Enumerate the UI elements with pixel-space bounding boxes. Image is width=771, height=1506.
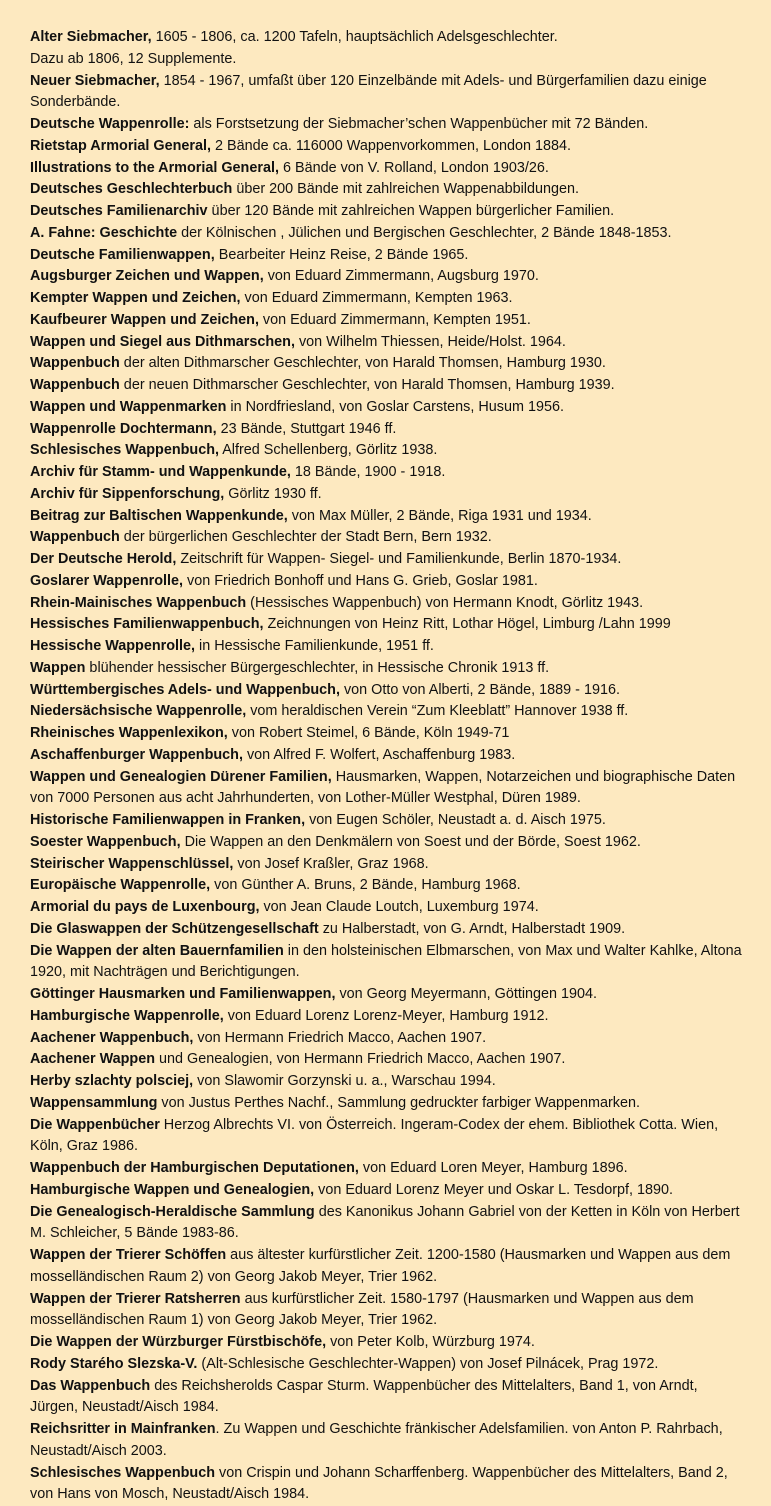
entry-title: Rietstap Armorial General, — [30, 138, 211, 154]
bibliography-entry — [30, 310, 747, 332]
entry-title: Hamburgische Wappenrolle, — [30, 1008, 224, 1024]
entry-title: Hessisches Familienwappenbuch, — [30, 616, 264, 632]
entry-details: (Hessisches Wappenbuch) von Hermann Knodt, Görlitz 1943. — [246, 595, 643, 611]
bibliography-entry — [30, 549, 747, 571]
entry-details: von Justus Perthes Nachf., Sammlung gedruckter farbiger Wappenmarken. — [157, 1095, 640, 1111]
bibliography-entry — [30, 1463, 747, 1506]
entry-details: Bearbeiter Heinz Reise, 2 Bände 1965. — [215, 247, 469, 263]
entry-title: Alter Siebmacher, — [30, 29, 152, 45]
bibliography-entry — [30, 1049, 747, 1071]
bibliography-entry — [30, 1093, 747, 1115]
entry-title: Archiv für Sippenforschung, — [30, 486, 224, 502]
entry-details: von Crispin und Johann Scharffenberg. Wappenbücher des Mittelalters, Band 2, von Hans von Mosch, Neustadt/Aisch 1984. — [30, 1465, 728, 1503]
bibliography-entry — [30, 897, 747, 919]
entry-details: von Josef Kraßler, Graz 1968. — [233, 856, 428, 872]
entry-title: Das Wappenbuch — [30, 1378, 150, 1394]
entry-details: von Eduard Zimmermann, Augsburg 1970. — [264, 268, 539, 284]
bibliography-entry — [30, 1202, 747, 1246]
entry-title: Deutsche Wappenrolle: — [30, 116, 189, 132]
entry-details: von Günther A. Bruns, 2 Bände, Hamburg 1968. — [210, 877, 520, 893]
entry-details: der neuen Dithmarscher Geschlechter, von Harald Thomsen, Hamburg 1939. — [120, 377, 615, 393]
entry-title: Reichsritter in Mainfranken — [30, 1421, 216, 1437]
entry-title: Wappen und Wappenmarken — [30, 399, 226, 415]
entry-details: Alfred Schellenberg, Görlitz 1938. — [219, 442, 437, 458]
entry-details: von Wilhelm Thiessen, Heide/Holst. 1964. — [295, 334, 566, 350]
entry-title: Wappensammlung — [30, 1095, 157, 1111]
bibliography-entry — [30, 810, 747, 832]
bibliography-entry — [30, 636, 747, 658]
entry-title: Wappenbuch — [30, 377, 120, 393]
entry-title: Illustrations to the Armorial General, — [30, 160, 279, 176]
entry-details: von Otto von Alberti, 2 Bände, 1889 - 1916. — [340, 682, 620, 698]
entry-details: Görlitz 1930 ff. — [224, 486, 321, 502]
entry-title: Archiv für Stamm- und Wappenkunde, — [30, 464, 291, 480]
entry-title: Göttinger Hausmarken und Familienwappen, — [30, 986, 335, 1002]
entry-title: Neuer Siebmacher, — [30, 73, 160, 89]
entry-title: Steirischer Wappenschlüssel, — [30, 856, 233, 872]
bibliography-entry — [30, 288, 747, 310]
entry-title: Die Wappenbücher — [30, 1117, 160, 1133]
entry-details: aus ältester kurfürstlicher Zeit. 1200-1580 (Hausmarken und Wappen aus dem mosselländischen Raum 2) von Georg Jakob Meyer, Trier 1962. — [30, 1247, 730, 1285]
entry-title: Wappenbuch der Hamburgischen Deputationen, — [30, 1160, 359, 1176]
entry-details: 2 Bände ca. 116000 Wappenvorkommen, London 1884. — [211, 138, 571, 154]
entry-details: über 200 Bände mit zahlreichen Wappenabbildungen. — [232, 181, 579, 197]
entry-title: Deutsches Familienarchiv — [30, 203, 208, 219]
entry-title: Schlesisches Wappenbuch — [30, 1465, 215, 1481]
bibliography-entry — [30, 745, 747, 767]
entry-details: von Eduard Zimmermann, Kempten 1951. — [259, 312, 531, 328]
entry-title: Die Glaswappen der Schützengesellschaft — [30, 921, 319, 937]
bibliography-entry — [30, 701, 747, 723]
bibliography-entry — [30, 919, 747, 941]
bibliography-entry — [30, 1354, 747, 1376]
entry-title: Niedersächsische Wappenrolle, — [30, 703, 246, 719]
bibliography-entry — [30, 875, 747, 897]
bibliography-entry — [30, 397, 747, 419]
bibliography-entry — [30, 179, 747, 201]
entry-title: Europäische Wappenrolle, — [30, 877, 210, 893]
entry-details: 18 Bände, 1900 - 1918. — [291, 464, 445, 480]
bibliography-entry — [30, 614, 747, 636]
entry-title: Beitrag zur Baltischen Wappenkunde, — [30, 508, 288, 524]
entry-details: Herzog Albrechts VI. von Österreich. Ingeram-Codex der ehem. Bibliothek Cotta. Wien, Köln, Graz 1986. — [30, 1117, 718, 1155]
entry-title: Wappen und Siegel aus Dithmarschen, — [30, 334, 295, 350]
entry-details: vom heraldischen Verein “Zum Kleeblatt” Hannover 1938 ff. — [246, 703, 628, 719]
entry-title: Die Wappen der alten Bauernfamilien — [30, 943, 284, 959]
entry-details: (Alt-Schlesische Geschlechter-Wappen) von Josef Pilnácek, Prag 1972. — [197, 1356, 658, 1372]
bibliography-entry — [30, 353, 747, 375]
entry-title: Kaufbeurer Wappen und Zeichen, — [30, 312, 259, 328]
bibliography-entry — [30, 854, 747, 876]
bibliography-entry — [30, 1006, 747, 1028]
entry-details: des Kanonikus Johann Gabriel von der Ketten in Köln von Herbert M. Schleicher, 5 Bände 1983-86. — [30, 1204, 740, 1242]
entry-title: Rheinisches Wappenlexikon, — [30, 725, 228, 741]
bibliography-entry — [30, 832, 747, 854]
bibliography-entry — [30, 1071, 747, 1093]
entry-details: 23 Bände, Stuttgart 1946 ff. — [217, 421, 397, 437]
entry-details: in Hessische Familienkunde, 1951 ff. — [195, 638, 434, 654]
entry-details: Dazu ab 1806, 12 Supplemente. — [30, 51, 236, 67]
entry-title: Wappen der Trierer Schöffen — [30, 1247, 226, 1263]
bibliography-entry — [30, 593, 747, 615]
entry-details: Zeitschrift für Wappen- Siegel- und Familienkunde, Berlin 1870-1934. — [176, 551, 621, 567]
entry-details: von Max Müller, 2 Bände, Riga 1931 und 1934. — [288, 508, 592, 524]
entry-details: des Reichsherolds Caspar Sturm. Wappenbücher des Mittelalters, Band 1, von Arndt, Jürgen, Neustadt/Aisch 1984. — [30, 1378, 698, 1416]
entry-details: von Friedrich Bonhoff und Hans G. Grieb, Goslar 1981. — [183, 573, 538, 589]
entry-title: Wappenrolle Dochtermann, — [30, 421, 217, 437]
entry-title: Wappenbuch — [30, 529, 120, 545]
bibliography-entry — [30, 332, 747, 354]
entry-title: Augsburger Zeichen und Wappen, — [30, 268, 264, 284]
bibliography-entry — [30, 984, 747, 1006]
bibliography-entry — [30, 136, 747, 158]
bibliography-entry — [30, 1419, 747, 1463]
entry-details: als Forstsetzung der Siebmacher’schen Wappenbücher mit 72 Bänden. — [189, 116, 648, 132]
entry-details: von Hermann Friedrich Macco, Aachen 1907. — [193, 1030, 486, 1046]
bibliography-entry — [30, 506, 747, 528]
bibliography-entry — [30, 941, 747, 985]
entry-details: von Jean Claude Loutch, Luxemburg 1974. — [259, 899, 538, 915]
entry-details: von Slawomir Gorzynski u. a., Warschau 1994. — [193, 1073, 496, 1089]
entry-details: aus kurfürstlicher Zeit. 1580-1797 (Hausmarken und Wappen aus dem mosselländischen Raum 1) von Georg Jakob Meyer, Trier 1962. — [30, 1291, 694, 1329]
entry-details: der alten Dithmarscher Geschlechter, von Harald Thomsen, Hamburg 1930. — [120, 355, 606, 371]
entry-title: Goslarer Wappenrolle, — [30, 573, 183, 589]
entry-title: Hessische Wappenrolle, — [30, 638, 195, 654]
bibliography-entry — [30, 658, 747, 680]
bibliography-entry — [30, 71, 747, 115]
entry-details: 1605 - 1806, ca. 1200 Tafeln, hauptsächlich Adelsgeschlechter. — [152, 29, 558, 45]
entry-details: von Eduard Lorenz Meyer und Oskar L. Tesdorpf, 1890. — [314, 1182, 673, 1198]
bibliography-entry — [30, 158, 747, 180]
bibliography-entry — [30, 462, 747, 484]
entry-title: Rody Starého Slezska-V. — [30, 1356, 197, 1372]
bibliography-entry — [30, 527, 747, 549]
bibliography-entry — [30, 114, 747, 136]
entry-title: Hamburgische Wappen und Genealogien, — [30, 1182, 314, 1198]
entry-title: Wappen der Trierer Ratsherren — [30, 1291, 241, 1307]
entry-details: von Eduard Loren Meyer, Hamburg 1896. — [359, 1160, 628, 1176]
bibliography-entry — [30, 1158, 747, 1180]
entry-details: Zeichnungen von Heinz Ritt, Lothar Högel, Limburg /Lahn 1999 — [264, 616, 671, 632]
bibliography-entry — [30, 484, 747, 506]
entry-details: von Alfred F. Wolfert, Aschaffenburg 1983. — [243, 747, 515, 763]
entry-title: Aachener Wappen — [30, 1051, 155, 1067]
entry-details: und Genealogien, von Hermann Friedrich Macco, Aachen 1907. — [155, 1051, 565, 1067]
entry-details: von Peter Kolb, Würzburg 1974. — [326, 1334, 535, 1350]
entry-title: Wappenbuch — [30, 355, 120, 371]
bibliography-entry — [30, 1115, 747, 1159]
entry-details: der Kölnischen , Jülichen und Bergischen Geschlechter, 2 Bände 1848-1853. — [177, 225, 671, 241]
entry-title: Armorial du pays de Luxenbourg, — [30, 899, 259, 915]
bibliography-entry — [30, 49, 747, 71]
entry-details: zu Halberstadt, von G. Arndt, Halberstadt 1909. — [319, 921, 625, 937]
bibliography-entry — [30, 571, 747, 593]
bibliography-entry — [30, 201, 747, 223]
entry-details: 6 Bände von V. Rolland, London 1903/26. — [279, 160, 549, 176]
entry-details: Die Wappen an den Denkmälern von Soest und der Börde, Soest 1962. — [181, 834, 641, 850]
bibliography-entry — [30, 266, 747, 288]
entry-title: Rhein-Mainisches Wappenbuch — [30, 595, 246, 611]
entry-title: Die Genealogisch-Heraldische Sammlung — [30, 1204, 315, 1220]
entry-details: von Eduard Zimmermann, Kempten 1963. — [241, 290, 513, 306]
bibliography-list — [30, 27, 747, 1506]
entry-title: Schlesisches Wappenbuch, — [30, 442, 219, 458]
entry-title: A. Fahne: Geschichte — [30, 225, 177, 241]
entry-details: von Eduard Lorenz Lorenz-Meyer, Hamburg 1912. — [224, 1008, 549, 1024]
entry-details: 1854 - 1967, umfaßt über 120 Einzelbände mit Adels- und Bürgerfamilien dazu einige Sonderbände. — [30, 73, 707, 111]
bibliography-entry — [30, 223, 747, 245]
entry-title: Wappen — [30, 660, 85, 676]
bibliography-entry — [30, 1332, 747, 1354]
entry-title: Soester Wappenbuch, — [30, 834, 181, 850]
entry-details: über 120 Bände mit zahlreichen Wappen bürgerlicher Familien. — [208, 203, 615, 219]
bibliography-entry — [30, 767, 747, 811]
entry-title: Württembergisches Adels- und Wappenbuch, — [30, 682, 340, 698]
entry-title: Herby szlachty polsciej, — [30, 1073, 193, 1089]
entry-details: von Georg Meyermann, Göttingen 1904. — [335, 986, 597, 1002]
entry-details: blühender hessischer Bürgergeschlechter, in Hessische Chronik 1913 ff. — [85, 660, 549, 676]
entry-title: Die Wappen der Würzburger Fürstbischöfe, — [30, 1334, 326, 1350]
entry-title: Wappen und Genealogien Dürener Familien, — [30, 769, 332, 785]
entry-details: von Robert Steimel, 6 Bände, Köln 1949-71 — [228, 725, 510, 741]
bibliography-entry — [30, 245, 747, 267]
entry-title: Deutsche Familienwappen, — [30, 247, 215, 263]
bibliography-entry — [30, 1028, 747, 1050]
entry-details: in Nordfriesland, von Goslar Carstens, Husum 1956. — [226, 399, 564, 415]
bibliography-entry — [30, 1245, 747, 1289]
bibliography-entry — [30, 680, 747, 702]
bibliography-entry — [30, 1289, 747, 1333]
entry-title: Kempter Wappen und Zeichen, — [30, 290, 241, 306]
entry-details: der bürgerlichen Geschlechter der Stadt Bern, Bern 1932. — [120, 529, 492, 545]
bibliography-entry — [30, 27, 747, 49]
bibliography-entry — [30, 1180, 747, 1202]
bibliography-entry — [30, 375, 747, 397]
bibliography-entry — [30, 1376, 747, 1420]
entry-title: Aachener Wappenbuch, — [30, 1030, 193, 1046]
entry-details: in den holsteinischen Elbmarschen, von Max und Walter Kahlke, Altona 1920, mit Nachträgen und Berichtigungen. — [30, 943, 742, 981]
bibliography-entry — [30, 723, 747, 745]
entry-title: Historische Familienwappen in Franken, — [30, 812, 305, 828]
entry-title: Deutsches Geschlechterbuch — [30, 181, 232, 197]
entry-title: Aschaffenburger Wappenbuch, — [30, 747, 243, 763]
bibliography-entry — [30, 440, 747, 462]
entry-details: Hausmarken, Wappen, Notarzeichen und biographische Daten von 7000 Personen aus acht Jahrhunderten, von Lother-Müller Westphal, Düren 1989. — [30, 769, 735, 807]
entry-details: von Eugen Schöler, Neustadt a. d. Aisch 1975. — [305, 812, 606, 828]
bibliography-entry — [30, 419, 747, 441]
entry-title: Der Deutsche Herold, — [30, 551, 176, 567]
entry-details: . Zu Wappen und Geschichte fränkischer Adelsfamilien. von Anton P. Rahrbach, Neustadt/Aisch 2003. — [30, 1421, 723, 1459]
